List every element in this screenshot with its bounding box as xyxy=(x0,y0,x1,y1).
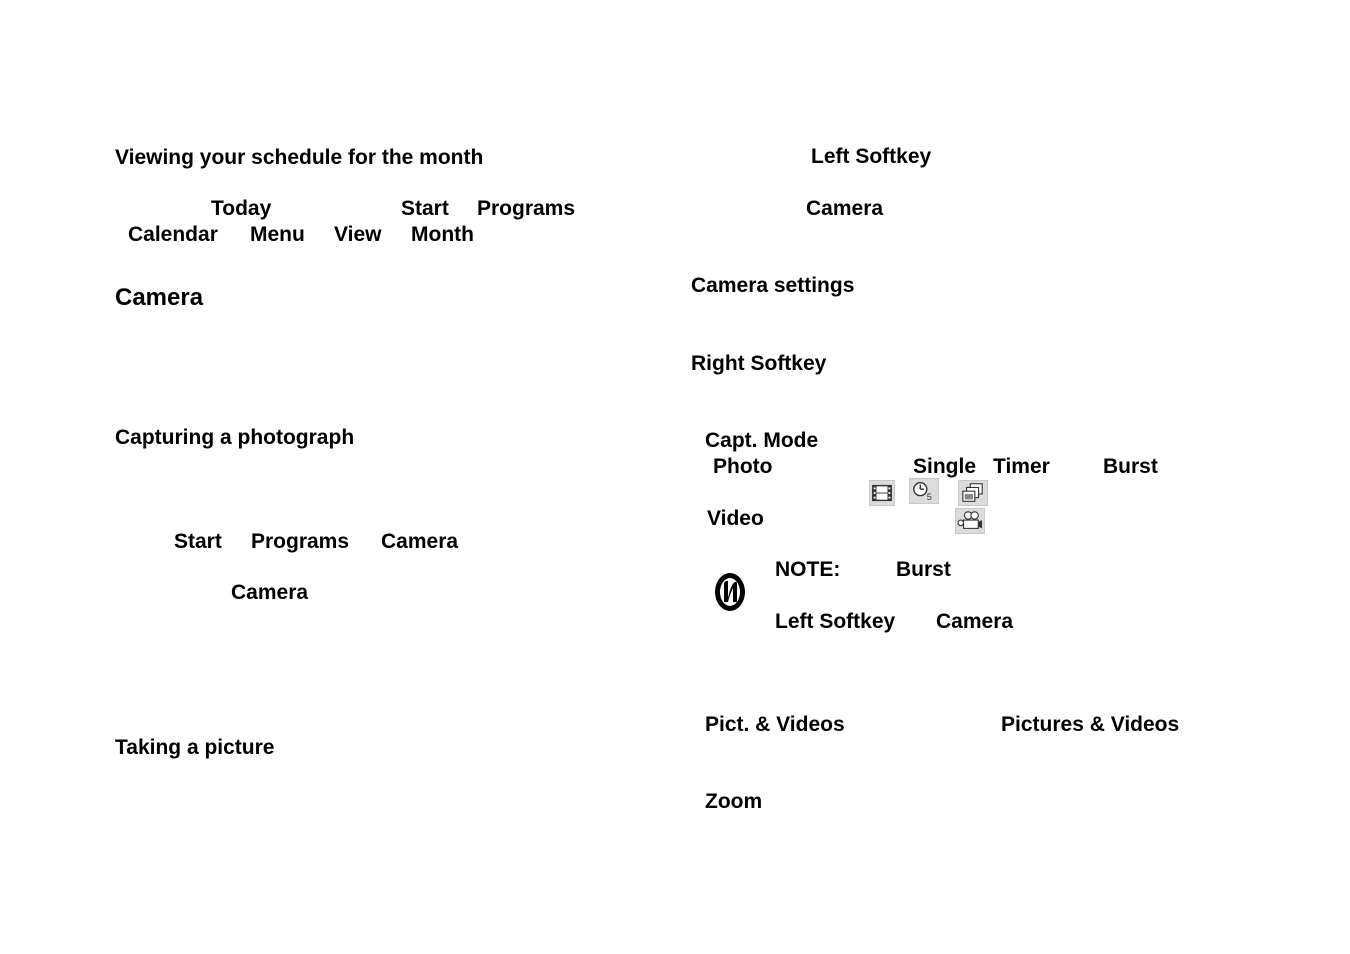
note-camera: Camera xyxy=(936,610,1014,633)
capture-camera-2: Camera xyxy=(231,581,309,604)
path-today: Today xyxy=(211,197,272,220)
path-programs: Programs xyxy=(477,197,576,220)
pict-videos-label: Pict. & Videos xyxy=(705,713,845,736)
note-left-softkey: Left Softkey xyxy=(775,610,896,633)
capture-camera: Camera xyxy=(381,530,459,553)
capt-mode-label: Capt. Mode xyxy=(705,429,819,452)
camera-label: Camera xyxy=(806,197,884,220)
photo-label: Photo xyxy=(713,455,773,478)
path-view: View xyxy=(334,223,382,246)
camera-heading: Camera xyxy=(115,284,204,311)
capture-programs: Programs xyxy=(251,530,350,553)
taking-heading: Taking a picture xyxy=(115,736,275,759)
camera-settings-heading: Camera settings xyxy=(691,274,855,297)
timer-icon xyxy=(909,478,939,504)
schedule-heading: Viewing your schedule for the month xyxy=(115,146,484,169)
svg-text:5: 5 xyxy=(926,492,932,503)
path-calendar: Calendar xyxy=(128,223,218,246)
single-label: Single xyxy=(913,455,977,478)
path-menu: Menu xyxy=(250,223,305,246)
note-icon xyxy=(712,570,748,614)
timer-label: Timer xyxy=(993,455,1050,478)
note-burst: Burst xyxy=(896,558,951,581)
left-softkey-label: Left Softkey xyxy=(811,145,932,168)
right-softkey-heading: Right Softkey xyxy=(691,352,827,375)
burst-label: Burst xyxy=(1103,455,1158,478)
zoom-heading: Zoom xyxy=(705,790,763,813)
path-start: Start xyxy=(401,197,449,220)
pictures-videos-label: Pictures & Videos xyxy=(1001,713,1180,736)
capturing-heading: Capturing a photograph xyxy=(115,426,355,449)
capture-start: Start xyxy=(174,530,222,553)
burst-icon xyxy=(958,480,988,506)
film-icon xyxy=(869,480,895,506)
path-month: Month xyxy=(411,223,474,246)
note-label: NOTE: xyxy=(775,558,841,581)
video-label: Video xyxy=(707,507,764,530)
video-camera-icon xyxy=(955,508,985,534)
